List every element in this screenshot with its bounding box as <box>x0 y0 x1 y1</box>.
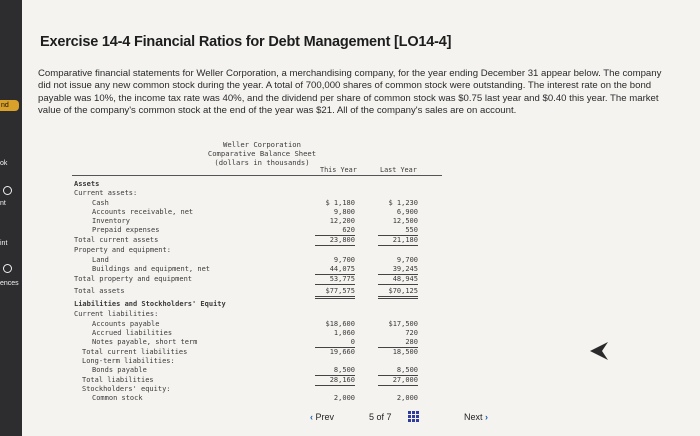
sidebar-tab-1[interactable]: nd <box>0 100 19 111</box>
row-label: Total current assets <box>74 236 159 244</box>
this-year-value: 23,800 <box>315 236 355 246</box>
this-year-value: 28,160 <box>315 376 355 386</box>
table-row <box>52 180 472 189</box>
sidebar-tab-5[interactable]: ences <box>0 280 19 287</box>
this-year-value: 44,075 <box>315 265 355 275</box>
last-year-value: 27,000 <box>378 376 418 386</box>
table-row <box>52 199 472 208</box>
exercise-title: Exercise 14-4 Financial Ratios for Debt Management [LO14-4] <box>40 34 452 50</box>
table-row <box>52 376 472 385</box>
cursor-arrow-icon <box>588 340 610 362</box>
last-year-value: 280 <box>378 338 418 348</box>
table-row <box>52 338 472 347</box>
col-header-last-year: Last Year <box>380 166 417 174</box>
row-label: Notes payable, short term <box>92 338 198 346</box>
sidebar-tab-2[interactable]: ok <box>0 160 8 167</box>
row-label: Property and equipment: <box>74 246 171 254</box>
this-year-value: $ 1,180 <box>325 199 355 207</box>
last-year-value: $17,500 <box>388 320 418 328</box>
table-row <box>52 357 472 366</box>
last-year-value: 12,500 <box>392 217 418 225</box>
chevron-right-icon: › <box>485 412 489 422</box>
sidebar-dot-icon <box>3 264 12 273</box>
sidebar-tab-3[interactable]: nt <box>0 200 6 207</box>
table-row <box>52 394 472 403</box>
row-label: Prepaid expenses <box>92 226 160 234</box>
prev-label: Prev <box>315 412 335 422</box>
row-label: Bonds payable <box>92 366 147 374</box>
next-button[interactable] <box>464 412 488 422</box>
row-label: Liabilities and Stockholders' Equity <box>74 300 226 308</box>
last-year-value: 720 <box>405 329 418 337</box>
table-row <box>52 329 472 338</box>
balance-sheet <box>52 138 472 436</box>
prev-button[interactable] <box>310 412 334 422</box>
this-year-value: 53,775 <box>315 275 355 285</box>
this-year-value: $77,575 <box>315 287 355 299</box>
row-label: Current liabilities: <box>74 310 159 318</box>
row-label: Cash <box>92 199 109 207</box>
this-year-value: $18,600 <box>325 320 355 328</box>
row-label: Accounts payable <box>92 320 160 328</box>
table-row <box>52 320 472 329</box>
next-label: Next <box>464 412 483 422</box>
table-row <box>52 246 472 255</box>
last-year-value: 550 <box>378 226 418 236</box>
this-year-value: 19,660 <box>329 348 355 356</box>
last-year-value: 21,180 <box>378 236 418 246</box>
header-rule <box>72 175 442 176</box>
row-label: Assets <box>74 180 100 188</box>
this-year-value: 1,060 <box>333 329 355 337</box>
page-indicator: 5 of 7 <box>369 412 392 422</box>
table-row <box>52 275 472 284</box>
table-row <box>52 366 472 375</box>
statement-name: Comparative Balance Sheet <box>207 149 317 158</box>
exercise-page <box>22 0 700 436</box>
last-year-value: 48,945 <box>378 275 418 285</box>
table-row <box>52 256 472 265</box>
this-year-value: 9,700 <box>333 256 355 264</box>
pagination <box>302 408 492 430</box>
table-row <box>52 300 472 309</box>
row-label: Total property and equipment <box>74 275 193 283</box>
table-row <box>52 236 472 245</box>
last-year-value: 18,500 <box>392 348 418 356</box>
this-year-value: 2,000 <box>333 394 355 402</box>
this-year-value: 0 <box>315 338 355 348</box>
row-label: Common stock <box>92 394 143 402</box>
row-label: Total assets <box>74 287 125 295</box>
units-note: (dollars in thousands) <box>214 158 310 167</box>
row-label: Buildings and equipment, net <box>92 265 211 273</box>
last-year-value: 8,500 <box>378 366 418 376</box>
last-year-value: 39,245 <box>378 265 418 275</box>
this-year-value: 9,800 <box>333 208 355 216</box>
this-year-value: 620 <box>315 226 355 236</box>
last-year-value: $70,125 <box>378 287 418 299</box>
sidebar-tab-4[interactable]: int <box>0 240 8 247</box>
row-label: Accrued liabilities <box>92 329 173 337</box>
chevron-left-icon: ‹ <box>310 412 313 422</box>
table-row <box>52 287 472 296</box>
exercise-intro: Comparative financial statements for Weller Corporation, a merchandising company, for the year ending December 31 appear below. The company did not issue any new common stock during the year. A total of 700,000 shares of common stock were outstanding. The interest rate on the bond payable was 10%, the income tax rate was 40%, and the dividend per share of common stock was $0.75 last year and $0.40 this year. The market value of the company's common stock at the end of the year was $21. All of the company's sales are on account. <box>38 68 662 116</box>
last-year-value: $ 1,230 <box>388 199 418 207</box>
this-year-value: 8,500 <box>315 366 355 376</box>
last-year-value: 2,000 <box>396 394 418 402</box>
row-label: Inventory <box>92 217 130 225</box>
row-label: Total current liabilities <box>82 348 188 356</box>
sidebar-dot-icon <box>3 186 12 195</box>
table-row <box>52 189 472 198</box>
col-header-this-year: This Year <box>320 166 357 174</box>
row-label: Land <box>92 256 109 264</box>
this-year-value: 12,200 <box>329 217 355 225</box>
table-row <box>52 385 472 394</box>
row-label: Current assets: <box>74 189 138 197</box>
table-row <box>52 217 472 226</box>
table-row <box>52 208 472 217</box>
grid-icon[interactable] <box>408 411 419 422</box>
row-label: Accounts receivable, net <box>92 208 194 216</box>
row-label: Long-term liabilities: <box>82 357 175 365</box>
company-name: Weller Corporation <box>223 140 301 149</box>
row-label: Total liabilities <box>82 376 154 384</box>
last-year-value: 6,900 <box>396 208 418 216</box>
table-row <box>52 348 472 357</box>
balance-sheet-header <box>182 140 342 167</box>
last-year-value: 9,700 <box>396 256 418 264</box>
table-row <box>52 265 472 274</box>
left-sidebar <box>0 0 22 436</box>
table-row <box>52 310 472 319</box>
table-row <box>52 226 472 235</box>
row-label: Stockholders' equity: <box>82 385 171 393</box>
